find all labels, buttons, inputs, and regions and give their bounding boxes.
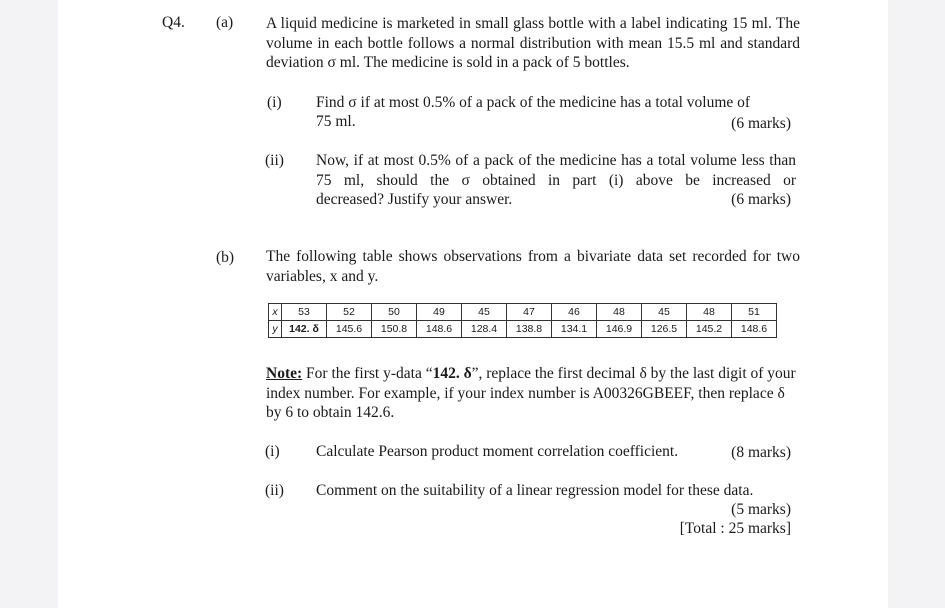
note-text-after: ”, replace the first decimal δ by the last digit of your index number. For example, if your index number is A00326GBEEF, then replace δ by 6 to obtain 142.6.	[266, 365, 796, 421]
y-cell: 150.8	[372, 321, 417, 338]
note-text-before: For the first y-data “	[302, 365, 433, 382]
y-cell: 145.2	[687, 321, 732, 338]
part-a-i-label: (i)	[267, 94, 282, 111]
y-cell: 148.6	[732, 321, 777, 338]
bivariate-data-table	[268, 303, 777, 338]
note-heading: Note:	[266, 365, 303, 382]
y-cell: 145.6	[327, 321, 372, 338]
table-row-y	[269, 321, 777, 338]
x-cell: 51	[732, 304, 777, 321]
part-b-ii-marks: (5 marks)	[731, 501, 791, 518]
part-b-intro: The following table shows observations from a bivariate data set recorded for two variables, x and y.	[266, 248, 800, 285]
x-cell: 47	[507, 304, 552, 321]
part-a-ii-text: Now, if at most 0.5% of a pack of the medicine has a total volume less than 75 ml, should the σ obtained in part (i) above be increased or	[316, 152, 796, 189]
y-cell: 148.6	[417, 321, 462, 338]
x-cell: 53	[282, 304, 327, 321]
note-bold-value: 142. δ	[432, 365, 472, 382]
x-cell: 48	[687, 304, 732, 321]
y-cell: 138.8	[507, 321, 552, 338]
x-cell: 50	[372, 304, 417, 321]
part-a-i-line2: 75 ml.	[316, 113, 356, 130]
x-cell: 52	[327, 304, 372, 321]
part-b-label: (b)	[216, 249, 235, 266]
part-a-i-marks: (6 marks)	[731, 115, 791, 132]
total-marks: [Total : 25 marks]	[679, 520, 791, 537]
part-b-i-label: (i)	[265, 443, 280, 460]
x-cell: 49	[417, 304, 462, 321]
part-a-text: A liquid medicine is marketed in small glass bottle with a label indicating 15 ml. The volume in each bottle follows a normal distribution with mean 15.5 ml and standard deviation σ ml. The medicine is sold in a pack of 5 bottles.	[266, 15, 800, 71]
x-cell: 45	[462, 304, 507, 321]
part-a-label: (a)	[216, 14, 234, 31]
y-cell: 128.4	[462, 321, 507, 338]
x-row-label: x	[269, 304, 282, 321]
question-number: Q4.	[162, 14, 185, 31]
part-b-ii-label: (ii)	[265, 482, 284, 499]
part-a-ii-last-line: decreased? Justify your answer.	[316, 191, 513, 208]
part-b-ii-text: Comment on the suitability of a linear regression model for these data.	[316, 482, 754, 499]
y-cell: 126.5	[642, 321, 687, 338]
part-b-i-text: Calculate Pearson product moment correlation coefficient.	[316, 443, 679, 460]
part-a-ii-marks: (6 marks)	[731, 191, 791, 208]
y-cell: 146.9	[597, 321, 642, 338]
x-cell: 46	[552, 304, 597, 321]
y-cell: 142. δ	[282, 321, 327, 338]
y-row-label: y	[269, 321, 282, 338]
part-b-i-marks: (8 marks)	[731, 444, 791, 461]
x-cell: 48	[597, 304, 642, 321]
note-paragraph	[266, 364, 800, 423]
x-cell: 45	[642, 304, 687, 321]
y-cell: 134.1	[552, 321, 597, 338]
table-row-x	[269, 304, 777, 321]
part-a-ii-label: (ii)	[265, 152, 284, 169]
part-a-i-line1: Find σ if at most 0.5% of a pack of the medicine has a total volume of	[316, 94, 751, 111]
